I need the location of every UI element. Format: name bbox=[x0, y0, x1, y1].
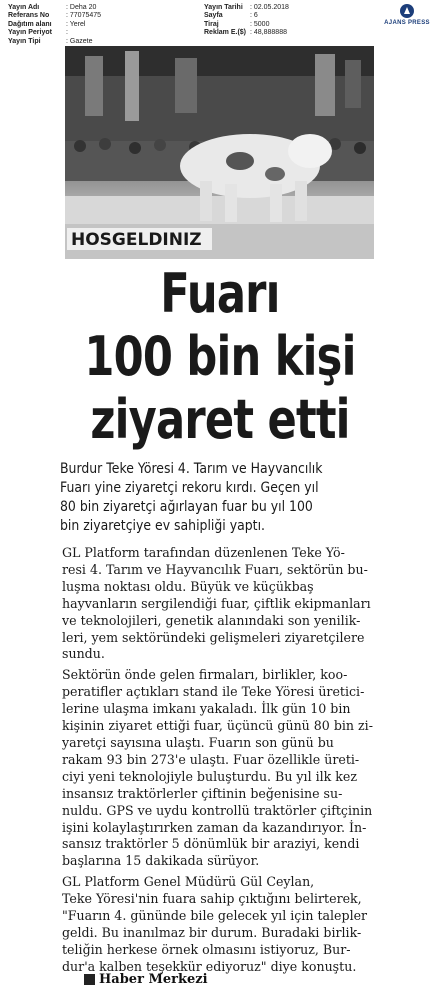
body-line: hayvanların sergilendiği fuar, çiftlik ekipmanları bbox=[62, 595, 371, 611]
body-line: nuldu. GPS ve uydu kontrollü traktörler çiftçinin bbox=[62, 802, 373, 818]
article-lead bbox=[60, 460, 400, 536]
body-line: leri, yem sektöründeki gelişmeleri ziyaretçilere bbox=[62, 629, 365, 645]
headline-line: ziyaret etti bbox=[90, 388, 350, 451]
meta-key: Reklam E.($) bbox=[204, 29, 247, 37]
body-line: GL Platform tarafından düzenlenen Teke Yö- bbox=[62, 545, 345, 560]
byline-text: Haber Merkezi bbox=[99, 972, 208, 987]
headline-line: Fuarı bbox=[160, 262, 280, 325]
meta-value: : 02.05.2018 bbox=[250, 4, 289, 11]
body-line: lerine ulaşma imkanı yakaladı. İlk gün 10 bin bbox=[62, 701, 351, 717]
meta-value: : 77075475 bbox=[66, 12, 102, 20]
body-line: "Fuarın 4. gününde bile gelecek yıl için talepler bbox=[62, 908, 368, 924]
paragraph-3 bbox=[62, 874, 392, 975]
body-line: başlarına 15 dakikada sürüyor. bbox=[62, 853, 260, 869]
body-line: resi 4. Tarım ve Hayvancılık Fuarı, sektörün bu- bbox=[62, 561, 368, 577]
meta-value: : Deha 20 bbox=[66, 4, 97, 11]
meta-key: Yayın Periyot bbox=[8, 29, 52, 37]
meta-value: : Yerel bbox=[66, 20, 86, 28]
meta-value: : bbox=[66, 29, 68, 37]
photo-banner-text: HOSGELDINIZ bbox=[71, 230, 202, 250]
article-byline bbox=[84, 972, 208, 987]
lead-line: Burdur Teke Yöresi 4. Tarım ve Hayvancılık bbox=[60, 461, 323, 477]
meta-value: : Gazete bbox=[66, 37, 93, 45]
meta-value: : 5000 bbox=[250, 20, 270, 28]
body-line: işini kolaylaştırırken zaman da kazandırıyor. İn- bbox=[62, 819, 367, 835]
headline-line: 100 bin kişi bbox=[84, 325, 356, 388]
clipping-metadata bbox=[0, 0, 441, 46]
lead-line: bin ziyaretçiye ev sahipliği yaptı. bbox=[60, 518, 266, 534]
body-line: teliğin herkese örnek olmasını istiyoruz, Bur- bbox=[62, 941, 351, 957]
body-line: luşma noktası oldu. Büyük ve küçükbaş bbox=[62, 578, 314, 594]
metadata-left-column bbox=[8, 4, 101, 46]
paragraph-1 bbox=[62, 545, 392, 663]
meta-row bbox=[8, 4, 101, 12]
logo-text: AJANS PRESS bbox=[384, 20, 430, 26]
ajans-press-logo-icon bbox=[400, 4, 414, 18]
meta-key: Yayın Tarihi bbox=[204, 4, 243, 11]
meta-value: : 6 bbox=[250, 12, 258, 20]
body-line: ve teknolojileri, genetik alanındaki son yenilik- bbox=[62, 612, 361, 628]
body-line: GL Platform Genel Müdürü Gül Ceylan, bbox=[62, 874, 315, 890]
meta-key: Yayın Tipi bbox=[8, 37, 41, 45]
fair-photo-illustration bbox=[65, 46, 374, 259]
body-line: geldi. Bu inanılmaz bir durum. Buradaki birlik- bbox=[62, 924, 362, 940]
byline-square-icon bbox=[84, 974, 95, 985]
meta-row bbox=[8, 12, 101, 20]
meta-row bbox=[204, 4, 289, 12]
body-line: sundu. bbox=[62, 646, 105, 662]
body-line: yaretçi sayısına ulaştı. Fuarın son günü bu bbox=[62, 734, 334, 750]
body-line: ciyi yeni teknolojiyle buluşturdu. Bu yıl ilk kez bbox=[62, 768, 358, 784]
metadata-right-column bbox=[204, 4, 289, 38]
meta-key: Sayfa bbox=[204, 12, 223, 20]
article-headline bbox=[76, 262, 364, 451]
body-line: kişinin ziyaret ettiği fuar, üçüncü günü 80 bin zi- bbox=[62, 718, 373, 734]
meta-value: : 48,888888 bbox=[250, 29, 287, 37]
lead-line: Fuarı yine ziyaretçi rekoru kırdı. Geçen yıl bbox=[60, 480, 319, 496]
meta-row bbox=[8, 21, 101, 29]
meta-key: Referans No bbox=[8, 12, 50, 20]
body-line: sansız traktörler 5 dönümlük bir araziyi, kendi bbox=[62, 836, 360, 852]
meta-key: Yayın Adı bbox=[8, 4, 40, 11]
body-line: dur'a kalben teşekkür ediyoruz" diye konuştu. bbox=[62, 958, 357, 974]
body-line: insansız traktörlerler çiftinin beğenisine su- bbox=[62, 785, 343, 801]
ajans-press-logo bbox=[381, 4, 433, 26]
meta-row bbox=[8, 29, 101, 37]
lead-line: 80 bin ziyaretçi ağırlayan fuar bu yıl 100 bbox=[60, 499, 313, 515]
news-photo bbox=[65, 46, 374, 259]
body-line: peratifler açtıkları stand ile Teke Yöresi üretici- bbox=[62, 684, 365, 700]
body-line: rakam 93 bin 273'e ulaştı. Fuar özellikle üreti- bbox=[62, 751, 360, 767]
article-body bbox=[62, 545, 392, 976]
paragraph-2 bbox=[62, 667, 392, 870]
meta-key: Tiraj bbox=[204, 20, 219, 28]
body-line: Teke Yöresi'nin fuara sahip çıktığını belirterek, bbox=[62, 891, 362, 907]
meta-row bbox=[204, 29, 289, 37]
meta-row bbox=[204, 21, 289, 29]
meta-row bbox=[204, 12, 289, 20]
body-line: Sektörün önde gelen firmaları, birlikler, koo- bbox=[62, 667, 348, 683]
meta-key: Dağıtım alanı bbox=[8, 20, 52, 28]
meta-row bbox=[8, 38, 101, 46]
